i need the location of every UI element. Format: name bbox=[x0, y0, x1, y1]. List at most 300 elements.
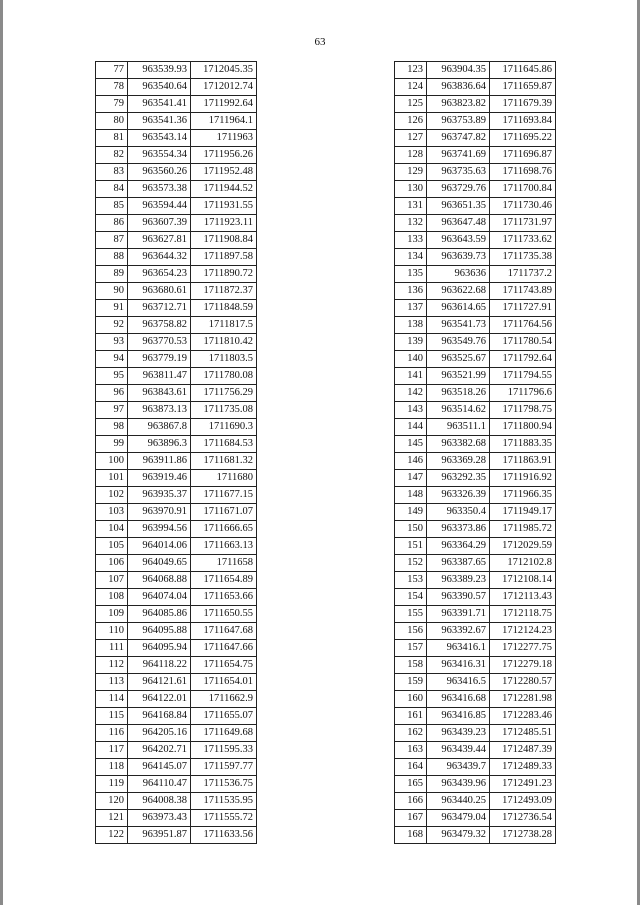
x-coordinate-cell: 963350.4 bbox=[427, 504, 490, 521]
point-number-cell: 133 bbox=[395, 232, 427, 249]
point-number-cell: 109 bbox=[96, 606, 128, 623]
y-coordinate-cell: 1711535.95 bbox=[191, 793, 257, 810]
x-coordinate-cell: 964074.04 bbox=[128, 589, 191, 606]
x-coordinate-cell: 963541.73 bbox=[427, 317, 490, 334]
point-number-cell: 157 bbox=[395, 640, 427, 657]
table-row bbox=[96, 215, 257, 232]
point-number-cell: 111 bbox=[96, 640, 128, 657]
y-coordinate-cell: 1711663.13 bbox=[191, 538, 257, 555]
table-row bbox=[395, 351, 556, 368]
point-number-cell: 107 bbox=[96, 572, 128, 589]
x-coordinate-cell: 964121.61 bbox=[128, 674, 191, 691]
y-coordinate-cell: 1711671.07 bbox=[191, 504, 257, 521]
point-number-cell: 155 bbox=[395, 606, 427, 623]
x-coordinate-cell: 964122.01 bbox=[128, 691, 191, 708]
point-number-cell: 149 bbox=[395, 504, 427, 521]
table-row bbox=[96, 113, 257, 130]
point-number-cell: 104 bbox=[96, 521, 128, 538]
table-row bbox=[395, 827, 556, 844]
table-row bbox=[96, 827, 257, 844]
point-number-cell: 147 bbox=[395, 470, 427, 487]
point-number-cell: 93 bbox=[96, 334, 128, 351]
y-coordinate-cell: 1711654.89 bbox=[191, 572, 257, 589]
y-coordinate-cell: 1711555.72 bbox=[191, 810, 257, 827]
x-coordinate-cell: 964014.06 bbox=[128, 538, 191, 555]
y-coordinate-cell: 1711735.38 bbox=[490, 249, 556, 266]
x-coordinate-cell: 963636 bbox=[427, 266, 490, 283]
y-coordinate-cell: 1711645.86 bbox=[490, 62, 556, 79]
point-number-cell: 139 bbox=[395, 334, 427, 351]
table-row bbox=[395, 657, 556, 674]
y-coordinate-cell: 1711756.29 bbox=[191, 385, 257, 402]
table-row bbox=[395, 317, 556, 334]
table-row bbox=[96, 79, 257, 96]
table-row bbox=[96, 368, 257, 385]
point-number-cell: 156 bbox=[395, 623, 427, 640]
point-number-cell: 142 bbox=[395, 385, 427, 402]
table-row bbox=[96, 198, 257, 215]
y-coordinate-cell: 1711647.68 bbox=[191, 623, 257, 640]
y-coordinate-cell: 1711883.35 bbox=[490, 436, 556, 453]
x-coordinate-cell: 963440.25 bbox=[427, 793, 490, 810]
point-number-cell: 98 bbox=[96, 419, 128, 436]
x-coordinate-cell: 963539.93 bbox=[128, 62, 191, 79]
point-number-cell: 108 bbox=[96, 589, 128, 606]
point-number-cell: 77 bbox=[96, 62, 128, 79]
point-number-cell: 102 bbox=[96, 487, 128, 504]
point-number-cell: 136 bbox=[395, 283, 427, 300]
table-row bbox=[395, 79, 556, 96]
x-coordinate-cell: 964168.84 bbox=[128, 708, 191, 725]
x-coordinate-cell: 963747.82 bbox=[427, 130, 490, 147]
y-coordinate-cell: 1711654.75 bbox=[191, 657, 257, 674]
x-coordinate-cell: 963639.73 bbox=[427, 249, 490, 266]
table-row bbox=[395, 538, 556, 555]
point-number-cell: 88 bbox=[96, 249, 128, 266]
y-coordinate-cell: 1711810.42 bbox=[191, 334, 257, 351]
point-number-cell: 143 bbox=[395, 402, 427, 419]
y-coordinate-cell: 1711985.72 bbox=[490, 521, 556, 538]
point-number-cell: 110 bbox=[96, 623, 128, 640]
page-number: 63 bbox=[314, 36, 326, 48]
x-coordinate-cell: 963643.59 bbox=[427, 232, 490, 249]
point-number-cell: 118 bbox=[96, 759, 128, 776]
x-coordinate-cell: 963867.8 bbox=[128, 419, 191, 436]
point-number-cell: 92 bbox=[96, 317, 128, 334]
point-number-cell: 154 bbox=[395, 589, 427, 606]
y-coordinate-cell: 1712487.39 bbox=[490, 742, 556, 759]
y-coordinate-cell: 1712738.28 bbox=[490, 827, 556, 844]
y-coordinate-cell: 1711666.65 bbox=[191, 521, 257, 538]
table-row bbox=[96, 232, 257, 249]
x-coordinate-cell: 963389.23 bbox=[427, 572, 490, 589]
point-number-cell: 134 bbox=[395, 249, 427, 266]
x-coordinate-cell: 963416.5 bbox=[427, 674, 490, 691]
point-number-cell: 113 bbox=[96, 674, 128, 691]
x-coordinate-cell: 963823.82 bbox=[427, 96, 490, 113]
point-number-cell: 95 bbox=[96, 368, 128, 385]
table-row bbox=[96, 555, 257, 572]
point-number-cell: 79 bbox=[96, 96, 128, 113]
x-coordinate-cell: 963326.39 bbox=[427, 487, 490, 504]
y-coordinate-cell: 1711931.55 bbox=[191, 198, 257, 215]
y-coordinate-cell: 1711764.56 bbox=[490, 317, 556, 334]
coordinates-table-right bbox=[394, 61, 556, 844]
x-coordinate-cell: 963439.44 bbox=[427, 742, 490, 759]
table-row bbox=[395, 334, 556, 351]
y-coordinate-cell: 1712118.75 bbox=[490, 606, 556, 623]
point-number-cell: 106 bbox=[96, 555, 128, 572]
table-row bbox=[395, 62, 556, 79]
y-coordinate-cell: 1711659.87 bbox=[490, 79, 556, 96]
y-coordinate-cell: 1711966.35 bbox=[490, 487, 556, 504]
x-coordinate-cell: 963994.56 bbox=[128, 521, 191, 538]
point-number-cell: 99 bbox=[96, 436, 128, 453]
table-row bbox=[395, 521, 556, 538]
x-coordinate-cell: 964095.94 bbox=[128, 640, 191, 657]
point-number-cell: 115 bbox=[96, 708, 128, 725]
y-coordinate-cell: 1711800.94 bbox=[490, 419, 556, 436]
y-coordinate-cell: 1711803.5 bbox=[191, 351, 257, 368]
x-coordinate-cell: 963951.87 bbox=[128, 827, 191, 844]
x-coordinate-cell: 963654.23 bbox=[128, 266, 191, 283]
table-row bbox=[395, 300, 556, 317]
point-number-cell: 127 bbox=[395, 130, 427, 147]
point-number-cell: 164 bbox=[395, 759, 427, 776]
table-row bbox=[96, 470, 257, 487]
point-number-cell: 146 bbox=[395, 453, 427, 470]
point-number-cell: 86 bbox=[96, 215, 128, 232]
point-number-cell: 145 bbox=[395, 436, 427, 453]
x-coordinate-cell: 963479.04 bbox=[427, 810, 490, 827]
table-row bbox=[395, 402, 556, 419]
y-coordinate-cell: 1711679.39 bbox=[490, 96, 556, 113]
x-coordinate-cell: 963514.62 bbox=[427, 402, 490, 419]
y-coordinate-cell: 1711730.46 bbox=[490, 198, 556, 215]
x-coordinate-cell: 963549.76 bbox=[427, 334, 490, 351]
y-coordinate-cell: 1711890.72 bbox=[191, 266, 257, 283]
x-coordinate-cell: 963439.96 bbox=[427, 776, 490, 793]
table-row bbox=[395, 776, 556, 793]
x-coordinate-cell: 963521.99 bbox=[427, 368, 490, 385]
y-coordinate-cell: 1712485.51 bbox=[490, 725, 556, 742]
y-coordinate-cell: 1711863.91 bbox=[490, 453, 556, 470]
point-number-cell: 162 bbox=[395, 725, 427, 742]
point-number-cell: 96 bbox=[96, 385, 128, 402]
x-coordinate-cell: 963416.85 bbox=[427, 708, 490, 725]
table-row bbox=[96, 385, 257, 402]
y-coordinate-cell: 1712491.23 bbox=[490, 776, 556, 793]
x-coordinate-cell: 963651.35 bbox=[427, 198, 490, 215]
point-number-cell: 101 bbox=[96, 470, 128, 487]
point-number-cell: 119 bbox=[96, 776, 128, 793]
table-row bbox=[96, 691, 257, 708]
y-coordinate-cell: 1712279.18 bbox=[490, 657, 556, 674]
table-row bbox=[395, 266, 556, 283]
x-coordinate-cell: 963543.14 bbox=[128, 130, 191, 147]
x-coordinate-cell: 964110.47 bbox=[128, 776, 191, 793]
x-coordinate-cell: 963712.71 bbox=[128, 300, 191, 317]
point-number-cell: 138 bbox=[395, 317, 427, 334]
point-number-cell: 84 bbox=[96, 181, 128, 198]
x-coordinate-cell: 963627.81 bbox=[128, 232, 191, 249]
x-coordinate-cell: 963758.82 bbox=[128, 317, 191, 334]
table-row bbox=[96, 181, 257, 198]
point-number-cell: 117 bbox=[96, 742, 128, 759]
x-coordinate-cell: 963607.39 bbox=[128, 215, 191, 232]
x-coordinate-cell: 964085.86 bbox=[128, 606, 191, 623]
table-row bbox=[96, 164, 257, 181]
table-row bbox=[395, 164, 556, 181]
table-row bbox=[96, 402, 257, 419]
table-row bbox=[395, 606, 556, 623]
point-number-cell: 148 bbox=[395, 487, 427, 504]
x-coordinate-cell: 964008.38 bbox=[128, 793, 191, 810]
y-coordinate-cell: 1711848.59 bbox=[191, 300, 257, 317]
table-row bbox=[395, 793, 556, 810]
table-row bbox=[96, 572, 257, 589]
y-coordinate-cell: 1711662.9 bbox=[191, 691, 257, 708]
y-coordinate-cell: 1711680 bbox=[191, 470, 257, 487]
point-number-cell: 91 bbox=[96, 300, 128, 317]
table-row bbox=[395, 283, 556, 300]
y-coordinate-cell: 1711731.97 bbox=[490, 215, 556, 232]
x-coordinate-cell: 964118.22 bbox=[128, 657, 191, 674]
point-number-cell: 151 bbox=[395, 538, 427, 555]
table-row bbox=[96, 657, 257, 674]
table-row bbox=[395, 623, 556, 640]
y-coordinate-cell: 1711696.87 bbox=[490, 147, 556, 164]
y-coordinate-cell: 1711908.84 bbox=[191, 232, 257, 249]
table-row bbox=[96, 640, 257, 657]
point-number-cell: 121 bbox=[96, 810, 128, 827]
point-number-cell: 126 bbox=[395, 113, 427, 130]
y-coordinate-cell: 1711649.68 bbox=[191, 725, 257, 742]
point-number-cell: 140 bbox=[395, 351, 427, 368]
y-coordinate-cell: 1711654.01 bbox=[191, 674, 257, 691]
y-coordinate-cell: 1711897.58 bbox=[191, 249, 257, 266]
table-row bbox=[96, 725, 257, 742]
table-row bbox=[96, 793, 257, 810]
x-coordinate-cell: 963622.68 bbox=[427, 283, 490, 300]
y-coordinate-cell: 1711595.33 bbox=[191, 742, 257, 759]
x-coordinate-cell: 963753.89 bbox=[427, 113, 490, 130]
point-number-cell: 161 bbox=[395, 708, 427, 725]
table-row bbox=[395, 215, 556, 232]
table-row bbox=[96, 810, 257, 827]
x-coordinate-cell: 963680.61 bbox=[128, 283, 191, 300]
point-number-cell: 144 bbox=[395, 419, 427, 436]
x-coordinate-cell: 963779.19 bbox=[128, 351, 191, 368]
table-row bbox=[395, 113, 556, 130]
point-number-cell: 94 bbox=[96, 351, 128, 368]
point-number-cell: 80 bbox=[96, 113, 128, 130]
y-coordinate-cell: 1711647.66 bbox=[191, 640, 257, 657]
table-row bbox=[96, 351, 257, 368]
table-row bbox=[395, 691, 556, 708]
x-coordinate-cell: 963416.31 bbox=[427, 657, 490, 674]
x-coordinate-cell: 963811.47 bbox=[128, 368, 191, 385]
y-coordinate-cell: 1712012.74 bbox=[191, 79, 257, 96]
x-coordinate-cell: 963525.67 bbox=[427, 351, 490, 368]
y-coordinate-cell: 1711650.55 bbox=[191, 606, 257, 623]
table-row bbox=[395, 436, 556, 453]
point-number-cell: 116 bbox=[96, 725, 128, 742]
x-coordinate-cell: 963540.64 bbox=[128, 79, 191, 96]
x-coordinate-cell: 963518.26 bbox=[427, 385, 490, 402]
table-row bbox=[395, 130, 556, 147]
x-coordinate-cell: 963392.67 bbox=[427, 623, 490, 640]
y-coordinate-cell: 1712736.54 bbox=[490, 810, 556, 827]
point-number-cell: 82 bbox=[96, 147, 128, 164]
y-coordinate-cell: 1711737.2 bbox=[490, 266, 556, 283]
x-coordinate-cell: 963391.71 bbox=[427, 606, 490, 623]
x-coordinate-cell: 963416.1 bbox=[427, 640, 490, 657]
table-row bbox=[96, 589, 257, 606]
x-coordinate-cell: 963390.57 bbox=[427, 589, 490, 606]
x-coordinate-cell: 963382.68 bbox=[427, 436, 490, 453]
y-coordinate-cell: 1711698.76 bbox=[490, 164, 556, 181]
point-number-cell: 159 bbox=[395, 674, 427, 691]
table-row bbox=[395, 487, 556, 504]
x-coordinate-cell: 963647.48 bbox=[427, 215, 490, 232]
point-number-cell: 132 bbox=[395, 215, 427, 232]
table-row bbox=[96, 504, 257, 521]
table-row bbox=[395, 674, 556, 691]
point-number-cell: 81 bbox=[96, 130, 128, 147]
table-row bbox=[395, 725, 556, 742]
y-coordinate-cell: 1711655.07 bbox=[191, 708, 257, 725]
point-number-cell: 89 bbox=[96, 266, 128, 283]
y-coordinate-cell: 1711597.77 bbox=[191, 759, 257, 776]
x-coordinate-cell: 963741.69 bbox=[427, 147, 490, 164]
y-coordinate-cell: 1711780.54 bbox=[490, 334, 556, 351]
point-number-cell: 105 bbox=[96, 538, 128, 555]
y-coordinate-cell: 1711964.1 bbox=[191, 113, 257, 130]
point-number-cell: 85 bbox=[96, 198, 128, 215]
y-coordinate-cell: 1712283.46 bbox=[490, 708, 556, 725]
table-row bbox=[96, 96, 257, 113]
table-row bbox=[96, 249, 257, 266]
y-coordinate-cell: 1712102.8 bbox=[490, 555, 556, 572]
y-coordinate-cell: 1711923.11 bbox=[191, 215, 257, 232]
table-row bbox=[96, 317, 257, 334]
table-row bbox=[395, 96, 556, 113]
point-number-cell: 97 bbox=[96, 402, 128, 419]
table-row bbox=[96, 487, 257, 504]
x-coordinate-cell: 963911.86 bbox=[128, 453, 191, 470]
y-coordinate-cell: 1711700.84 bbox=[490, 181, 556, 198]
y-coordinate-cell: 1712124.23 bbox=[490, 623, 556, 640]
y-coordinate-cell: 1711658 bbox=[191, 555, 257, 572]
table-row bbox=[395, 572, 556, 589]
point-number-cell: 152 bbox=[395, 555, 427, 572]
point-number-cell: 166 bbox=[395, 793, 427, 810]
point-number-cell: 153 bbox=[395, 572, 427, 589]
x-coordinate-cell: 963919.46 bbox=[128, 470, 191, 487]
point-number-cell: 141 bbox=[395, 368, 427, 385]
x-coordinate-cell: 963479.32 bbox=[427, 827, 490, 844]
x-coordinate-cell: 963836.64 bbox=[427, 79, 490, 96]
x-coordinate-cell: 963560.26 bbox=[128, 164, 191, 181]
y-coordinate-cell: 1711798.75 bbox=[490, 402, 556, 419]
x-coordinate-cell: 963387.65 bbox=[427, 555, 490, 572]
x-coordinate-cell: 963935.37 bbox=[128, 487, 191, 504]
coordinates-table-left bbox=[95, 61, 257, 844]
x-coordinate-cell: 964202.71 bbox=[128, 742, 191, 759]
table-row bbox=[96, 453, 257, 470]
y-coordinate-cell: 1711817.5 bbox=[191, 317, 257, 334]
x-coordinate-cell: 964049.65 bbox=[128, 555, 191, 572]
table-row bbox=[395, 385, 556, 402]
y-coordinate-cell: 1711735.08 bbox=[191, 402, 257, 419]
x-coordinate-cell: 963873.13 bbox=[128, 402, 191, 419]
x-coordinate-cell: 963594.44 bbox=[128, 198, 191, 215]
y-coordinate-cell: 1711727.91 bbox=[490, 300, 556, 317]
y-coordinate-cell: 1711944.52 bbox=[191, 181, 257, 198]
table-row bbox=[96, 147, 257, 164]
table-row bbox=[96, 674, 257, 691]
x-coordinate-cell: 963904.35 bbox=[427, 62, 490, 79]
y-coordinate-cell: 1711684.53 bbox=[191, 436, 257, 453]
table-row bbox=[96, 623, 257, 640]
y-coordinate-cell: 1712108.14 bbox=[490, 572, 556, 589]
table-row bbox=[395, 742, 556, 759]
y-coordinate-cell: 1711743.89 bbox=[490, 283, 556, 300]
x-coordinate-cell: 964145.07 bbox=[128, 759, 191, 776]
point-number-cell: 130 bbox=[395, 181, 427, 198]
y-coordinate-cell: 1712277.75 bbox=[490, 640, 556, 657]
y-coordinate-cell: 1712489.33 bbox=[490, 759, 556, 776]
y-coordinate-cell: 1711956.26 bbox=[191, 147, 257, 164]
point-number-cell: 120 bbox=[96, 793, 128, 810]
point-number-cell: 163 bbox=[395, 742, 427, 759]
point-number-cell: 87 bbox=[96, 232, 128, 249]
x-coordinate-cell: 963369.28 bbox=[427, 453, 490, 470]
table-row bbox=[395, 181, 556, 198]
y-coordinate-cell: 1711952.48 bbox=[191, 164, 257, 181]
y-coordinate-cell: 1711963 bbox=[191, 130, 257, 147]
table-row bbox=[96, 266, 257, 283]
point-number-cell: 131 bbox=[395, 198, 427, 215]
y-coordinate-cell: 1711690.3 bbox=[191, 419, 257, 436]
table-row bbox=[96, 283, 257, 300]
table-row bbox=[395, 589, 556, 606]
table-row bbox=[395, 147, 556, 164]
y-coordinate-cell: 1711681.32 bbox=[191, 453, 257, 470]
point-number-cell: 103 bbox=[96, 504, 128, 521]
x-coordinate-cell: 963511.1 bbox=[427, 419, 490, 436]
x-coordinate-cell: 963554.34 bbox=[128, 147, 191, 164]
x-coordinate-cell: 963292.35 bbox=[427, 470, 490, 487]
point-number-cell: 137 bbox=[395, 300, 427, 317]
table-row bbox=[395, 640, 556, 657]
table-row bbox=[395, 249, 556, 266]
x-coordinate-cell: 963573.38 bbox=[128, 181, 191, 198]
table-row bbox=[395, 419, 556, 436]
point-number-cell: 125 bbox=[395, 96, 427, 113]
point-number-cell: 168 bbox=[395, 827, 427, 844]
scan-edge-left bbox=[0, 0, 3, 905]
table-row bbox=[395, 504, 556, 521]
table-row bbox=[96, 436, 257, 453]
table-row bbox=[395, 368, 556, 385]
point-number-cell: 83 bbox=[96, 164, 128, 181]
x-coordinate-cell: 963439.7 bbox=[427, 759, 490, 776]
point-number-cell: 129 bbox=[395, 164, 427, 181]
point-number-cell: 78 bbox=[96, 79, 128, 96]
y-coordinate-cell: 1711792.64 bbox=[490, 351, 556, 368]
